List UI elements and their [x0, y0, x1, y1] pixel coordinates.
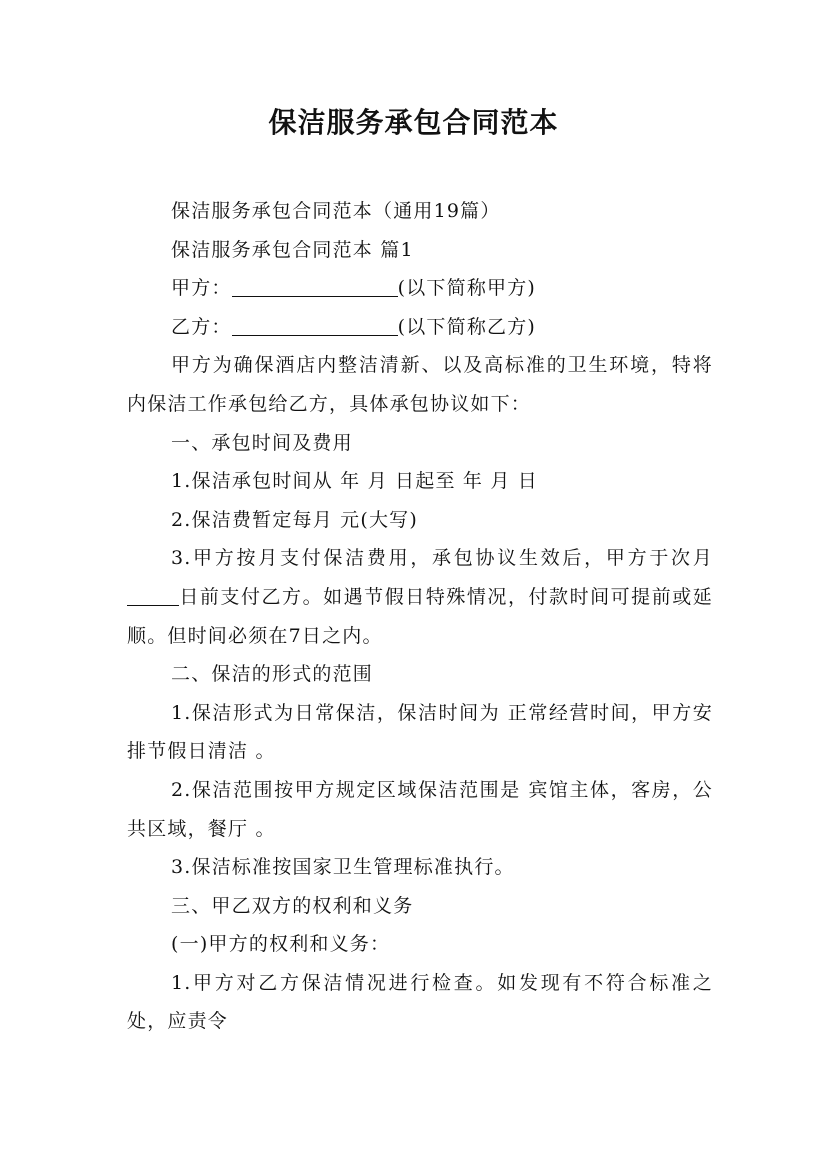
subheading-party-a-rights: (一)甲方的权利和义务：	[171, 933, 391, 956]
clause-1-2: 2.保洁费暂定每月 元(大写)	[171, 508, 418, 531]
document-title: 保洁服务承包合同范本	[268, 106, 559, 139]
payment-day-blank	[127, 585, 179, 606]
clause-1-3	[127, 539, 713, 655]
heading-section-2: 二、保洁的形式的范围	[171, 663, 374, 686]
paragraph-subtitle: 保洁服务承包合同范本（通用19篇）	[171, 200, 501, 222]
clause-3-1: 1.甲方对乙方保洁情况进行检查。如发现有不符合标准之处，应责令	[127, 971, 713, 1033]
party-b-blank	[232, 315, 398, 336]
paragraph-party-b	[127, 308, 713, 347]
heading-section-3: 三、甲乙双方的权利和义务	[171, 894, 414, 917]
party-a-note: (以下简称甲方)	[397, 277, 537, 300]
party-b-label: 乙方：	[171, 315, 232, 338]
paragraph-party-a	[127, 269, 713, 308]
clause-2-3: 3.保洁标准按国家卫生管理标准执行。	[171, 856, 515, 879]
clause-1-3-before: 3.甲方按月支付保洁费用，承包协议生效后，甲方于次月	[171, 547, 713, 570]
clause-2-2: 2.保洁范围按甲方规定区域保洁范围是 宾馆主体，客房，公共区域，餐厅 。	[127, 778, 713, 840]
clause-1-3-after: 日前支付乙方。如遇节假日特殊情况，付款时间可提前或延顺。但时间必须在7日之内。	[127, 585, 713, 647]
clause-1-1: 1.保洁承包时间从 年 月 日起至 年 月 日	[171, 470, 538, 493]
heading-section-1: 一、承包时间及费用	[171, 431, 353, 454]
document-body	[127, 192, 713, 1041]
paragraph-section-label: 保洁服务承包合同范本 篇1	[171, 238, 414, 261]
party-b-note: (以下简称乙方)	[397, 315, 537, 338]
party-a-blank	[232, 276, 398, 297]
party-a-label: 甲方：	[171, 277, 232, 300]
paragraph-intro: 甲方为确保酒店内整洁清新、以及高标准的卫生环境，特将内保洁工作承包给乙方，具体承包协议如下：	[127, 354, 713, 415]
clause-2-1: 1.保洁形式为日常保洁，保洁时间为 正常经营时间，甲方安排节假日清洁 。	[127, 701, 713, 763]
